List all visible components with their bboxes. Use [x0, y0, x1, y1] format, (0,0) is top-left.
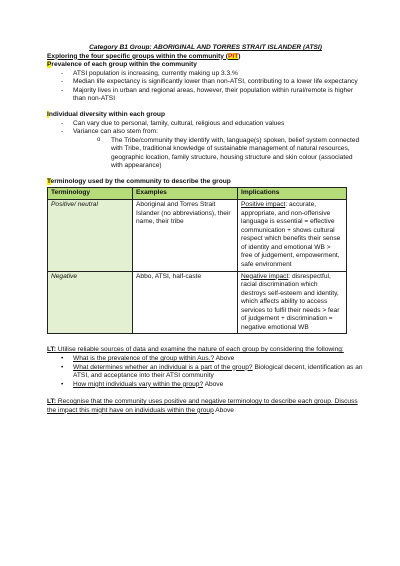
lt2-text	[47, 398, 364, 415]
implications-cell	[238, 200, 347, 272]
prevalence-initial: P	[47, 61, 52, 69]
answer-text: Above	[203, 380, 224, 388]
terminology-heading-text: erminology used by the community to describe the group	[50, 177, 231, 185]
column-header: Terminology	[48, 188, 133, 200]
column-header: Implications	[238, 188, 347, 200]
terminology-initial: T	[47, 177, 51, 185]
list-item: - ATSI population is increasing, currently making up 3.3.%	[61, 70, 364, 79]
table-row	[48, 200, 347, 272]
prevalence-heading	[47, 61, 364, 70]
table-header-row	[48, 188, 347, 200]
individual-section	[47, 111, 364, 171]
list-item	[61, 128, 364, 171]
lt1-list	[47, 355, 364, 389]
question-text: What determines whether an individual is a part of the group?	[73, 363, 253, 371]
terminology-heading	[47, 178, 364, 187]
list-item-text: Variance can also stem from:	[73, 128, 158, 136]
individual-heading-text: ndividual diversity within each group	[48, 110, 165, 118]
table-row	[48, 271, 347, 334]
lt1-body: Utilise reliable sources of data and examine the nature of each group by considering the following:	[56, 346, 344, 354]
terminology-table	[47, 187, 347, 334]
impact-text: : disrespectful, racial discrimination which destroys self-esteem and identity, which affects ability to access services to fulfil their needs > fear of judgement + discrimination = negative emotional WB	[241, 272, 340, 331]
individual-initial: I	[47, 110, 49, 118]
list-item	[61, 355, 364, 364]
explore-heading-close: )	[238, 52, 241, 60]
prevalence-heading-text: revalence of each group within the community	[51, 61, 197, 69]
sublist-item: o The Tribe/community they identify with, language(s) spoken, belief system connected with Tribe, traditional knowledge of sustainable management of natural resources, geographic location, family structure, housing structure and skin colour (associated with appearance)	[97, 137, 364, 171]
prevalence-list	[47, 70, 364, 104]
lt2-body: Recognise that the community uses positive and negative terminology to describe each group. Discuss the impact this might have on individuals within the group	[47, 398, 358, 414]
term-text: Positive/ neutral	[51, 201, 98, 208]
list-item: - Median life expectancy is significantly lower than non-ATSI, contributing to a lower life expectancy	[61, 78, 364, 87]
lt2-answer: Above	[213, 406, 234, 414]
list-item: - Can vary due to personal, family, cultural, religious and education values	[61, 120, 364, 129]
examples-cell: Aboriginal and Torres Strait Islander (no abbreviations), their name, their tribe	[133, 200, 238, 272]
answer-text: Biological decent, identification as an ATSI, and acceptance into their ATSI community	[73, 363, 363, 380]
impact-label: Positive impact	[241, 201, 286, 208]
document-title: Category B1 Group: ABORIGINAL AND TORRES STRAIT ISLANDER (ATSI)	[89, 44, 322, 51]
explore-section	[47, 53, 364, 104]
terminology-section	[47, 178, 364, 335]
lt2-label: LT:	[47, 398, 57, 406]
list-item: - Majority lives in urban and regional areas, however, their population within rural/remote is higher than non-ATSI	[61, 87, 364, 104]
lt1-text	[47, 346, 364, 355]
implications-cell	[238, 271, 347, 334]
lt1-label: LT:	[47, 346, 57, 354]
individual-heading	[47, 111, 364, 120]
list-item	[61, 381, 364, 390]
term-cell	[48, 271, 133, 334]
individual-list	[47, 120, 364, 171]
list-item	[61, 364, 364, 381]
explore-heading-text: Exploring the four specific groups within the community (	[47, 52, 228, 60]
individual-sublist	[73, 137, 364, 171]
term-text: Negative	[51, 272, 78, 280]
learning-target-2	[47, 398, 364, 415]
pit-highlight: PIT	[227, 52, 239, 60]
question-text: How might individuals vary within the group?	[73, 380, 204, 388]
examples-cell: Abbo, ATSI, half-caste	[133, 271, 238, 334]
learning-target-1	[47, 346, 364, 389]
impact-label: Negative impact	[241, 272, 289, 280]
term-cell	[48, 200, 133, 272]
answer-text: Above	[214, 355, 235, 362]
explore-heading	[47, 53, 364, 62]
impact-text: : accurate, appropriate, and non-offensive language is essential = effective communication + shows cultural respect which benefits their sense of identity and emotional WB > free of judgement, empowerment, safe environment	[241, 201, 341, 268]
question-text: What is the prevalence of the group within Aus.?	[73, 355, 215, 362]
column-header: Examples	[133, 188, 238, 200]
